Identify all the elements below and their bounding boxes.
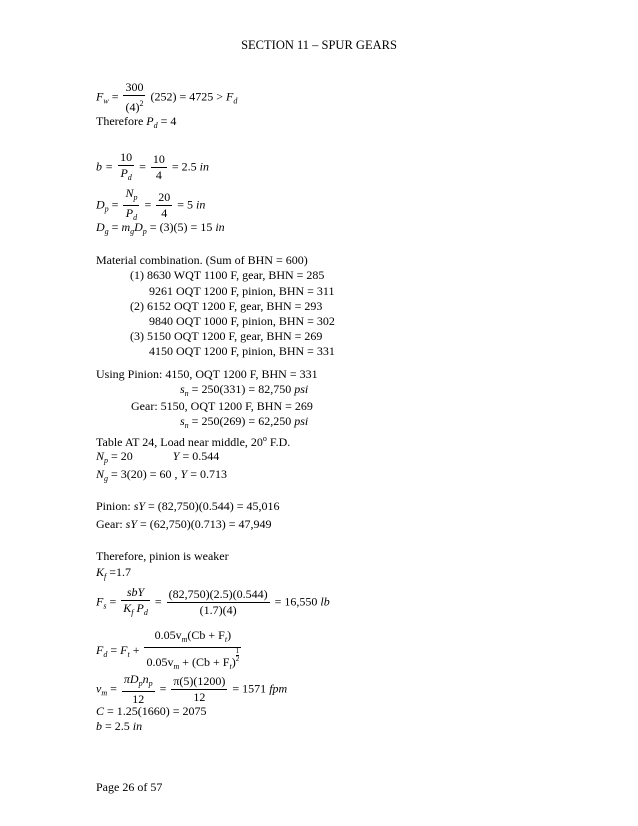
- material-line: 9261 OQT 1200 F, pinion, BHN = 311: [149, 284, 335, 298]
- material-line: 9840 OQT 1000 F, pinion, BHN = 302: [149, 314, 335, 328]
- np-line: $N_p = 20$ Y = 0.544: [96, 449, 220, 465]
- material-line: (2) 6152 OQT 1200 F, gear, BHN = 293: [130, 299, 323, 313]
- ng-line: $N_g = 3(20) = 60$ , Y = 0.713: [96, 467, 228, 483]
- using-gear: Gear: 5150, OQT 1200 F, BHN = 269: [131, 399, 313, 413]
- dp-equation: $D_p$ = $\frac{N_p}{P_d}$ = $\frac{20}{4}$ = 5 in: [96, 186, 206, 222]
- therefore-pd: Therefore $P_d = 4$: [96, 114, 177, 130]
- b-equation: b = $\frac{10}{P_d}$ = $\frac{10}{4}$ = 2.5 in: [96, 150, 210, 182]
- material-title: Material combination. (Sum of BHN = 600): [96, 253, 308, 267]
- fw-equation: $F_w$ = $\frac{300}{(4)^2}$ $(252) = 4725 > F_d$: [96, 80, 238, 114]
- gear-sy: Gear: sY = (62,750)(0.713) = 47,949: [96, 517, 272, 531]
- vm-equation: $v_m$ = $\frac{\pi D_pn_p}{12}$ = $\frac{\pi(5)(1200)}{12}$ = 1571 fpm: [96, 672, 288, 706]
- fd-equation: $F_d = F_t$ + $0.05v_m(Cb + F_t)$ $0.05v_m + (Cb + F_t)$ $^{\frac{1}{2}}$: [96, 628, 240, 671]
- pinion-sy: Pinion: sY = (82,750)(0.544) = 45,016: [96, 499, 280, 513]
- material-line: (1) 8630 WQT 1100 F, gear, BHN = 285: [130, 268, 325, 282]
- weaker-statement: Therefore, pinion is weaker: [96, 549, 229, 563]
- using-pinion: Using Pinion: 4150, OQT 1200 F, BHN = 331: [96, 367, 318, 381]
- kf-line: $K_f =1.7$: [96, 565, 132, 581]
- page-header: SECTION 11 – SPUR GEARS: [241, 38, 397, 52]
- fs-equation: $F_s$ = $\frac{\text{sbY}}{K_f P_d}$ = $\frac{(82,750)(2.5)(0.544)}{(1.7)(4)}$ = 16,550 lb: [96, 585, 330, 617]
- b-line: b = 2.5 in: [96, 719, 143, 733]
- c-line: C = 1.25(1660) = 2075: [96, 704, 207, 718]
- page-footer: Page 26 of 57: [96, 780, 163, 794]
- dg-equation: $D_g = m_gD_p = (3)(5) = 15$ in: [96, 220, 225, 236]
- sn-pinion: $s_n = 250(331) = 82,750$ psi: [180, 382, 309, 398]
- material-line: 4150 OQT 1200 F, pinion, BHN = 331: [149, 344, 335, 358]
- material-line: (3) 5150 OQT 1200 F, gear, BHN = 269: [130, 329, 323, 343]
- sn-gear: $s_n = 250(269) = 62,250$ psi: [180, 414, 309, 430]
- table-at24: Table AT 24, Load near middle, 20$^o$ F.D.: [96, 434, 291, 449]
